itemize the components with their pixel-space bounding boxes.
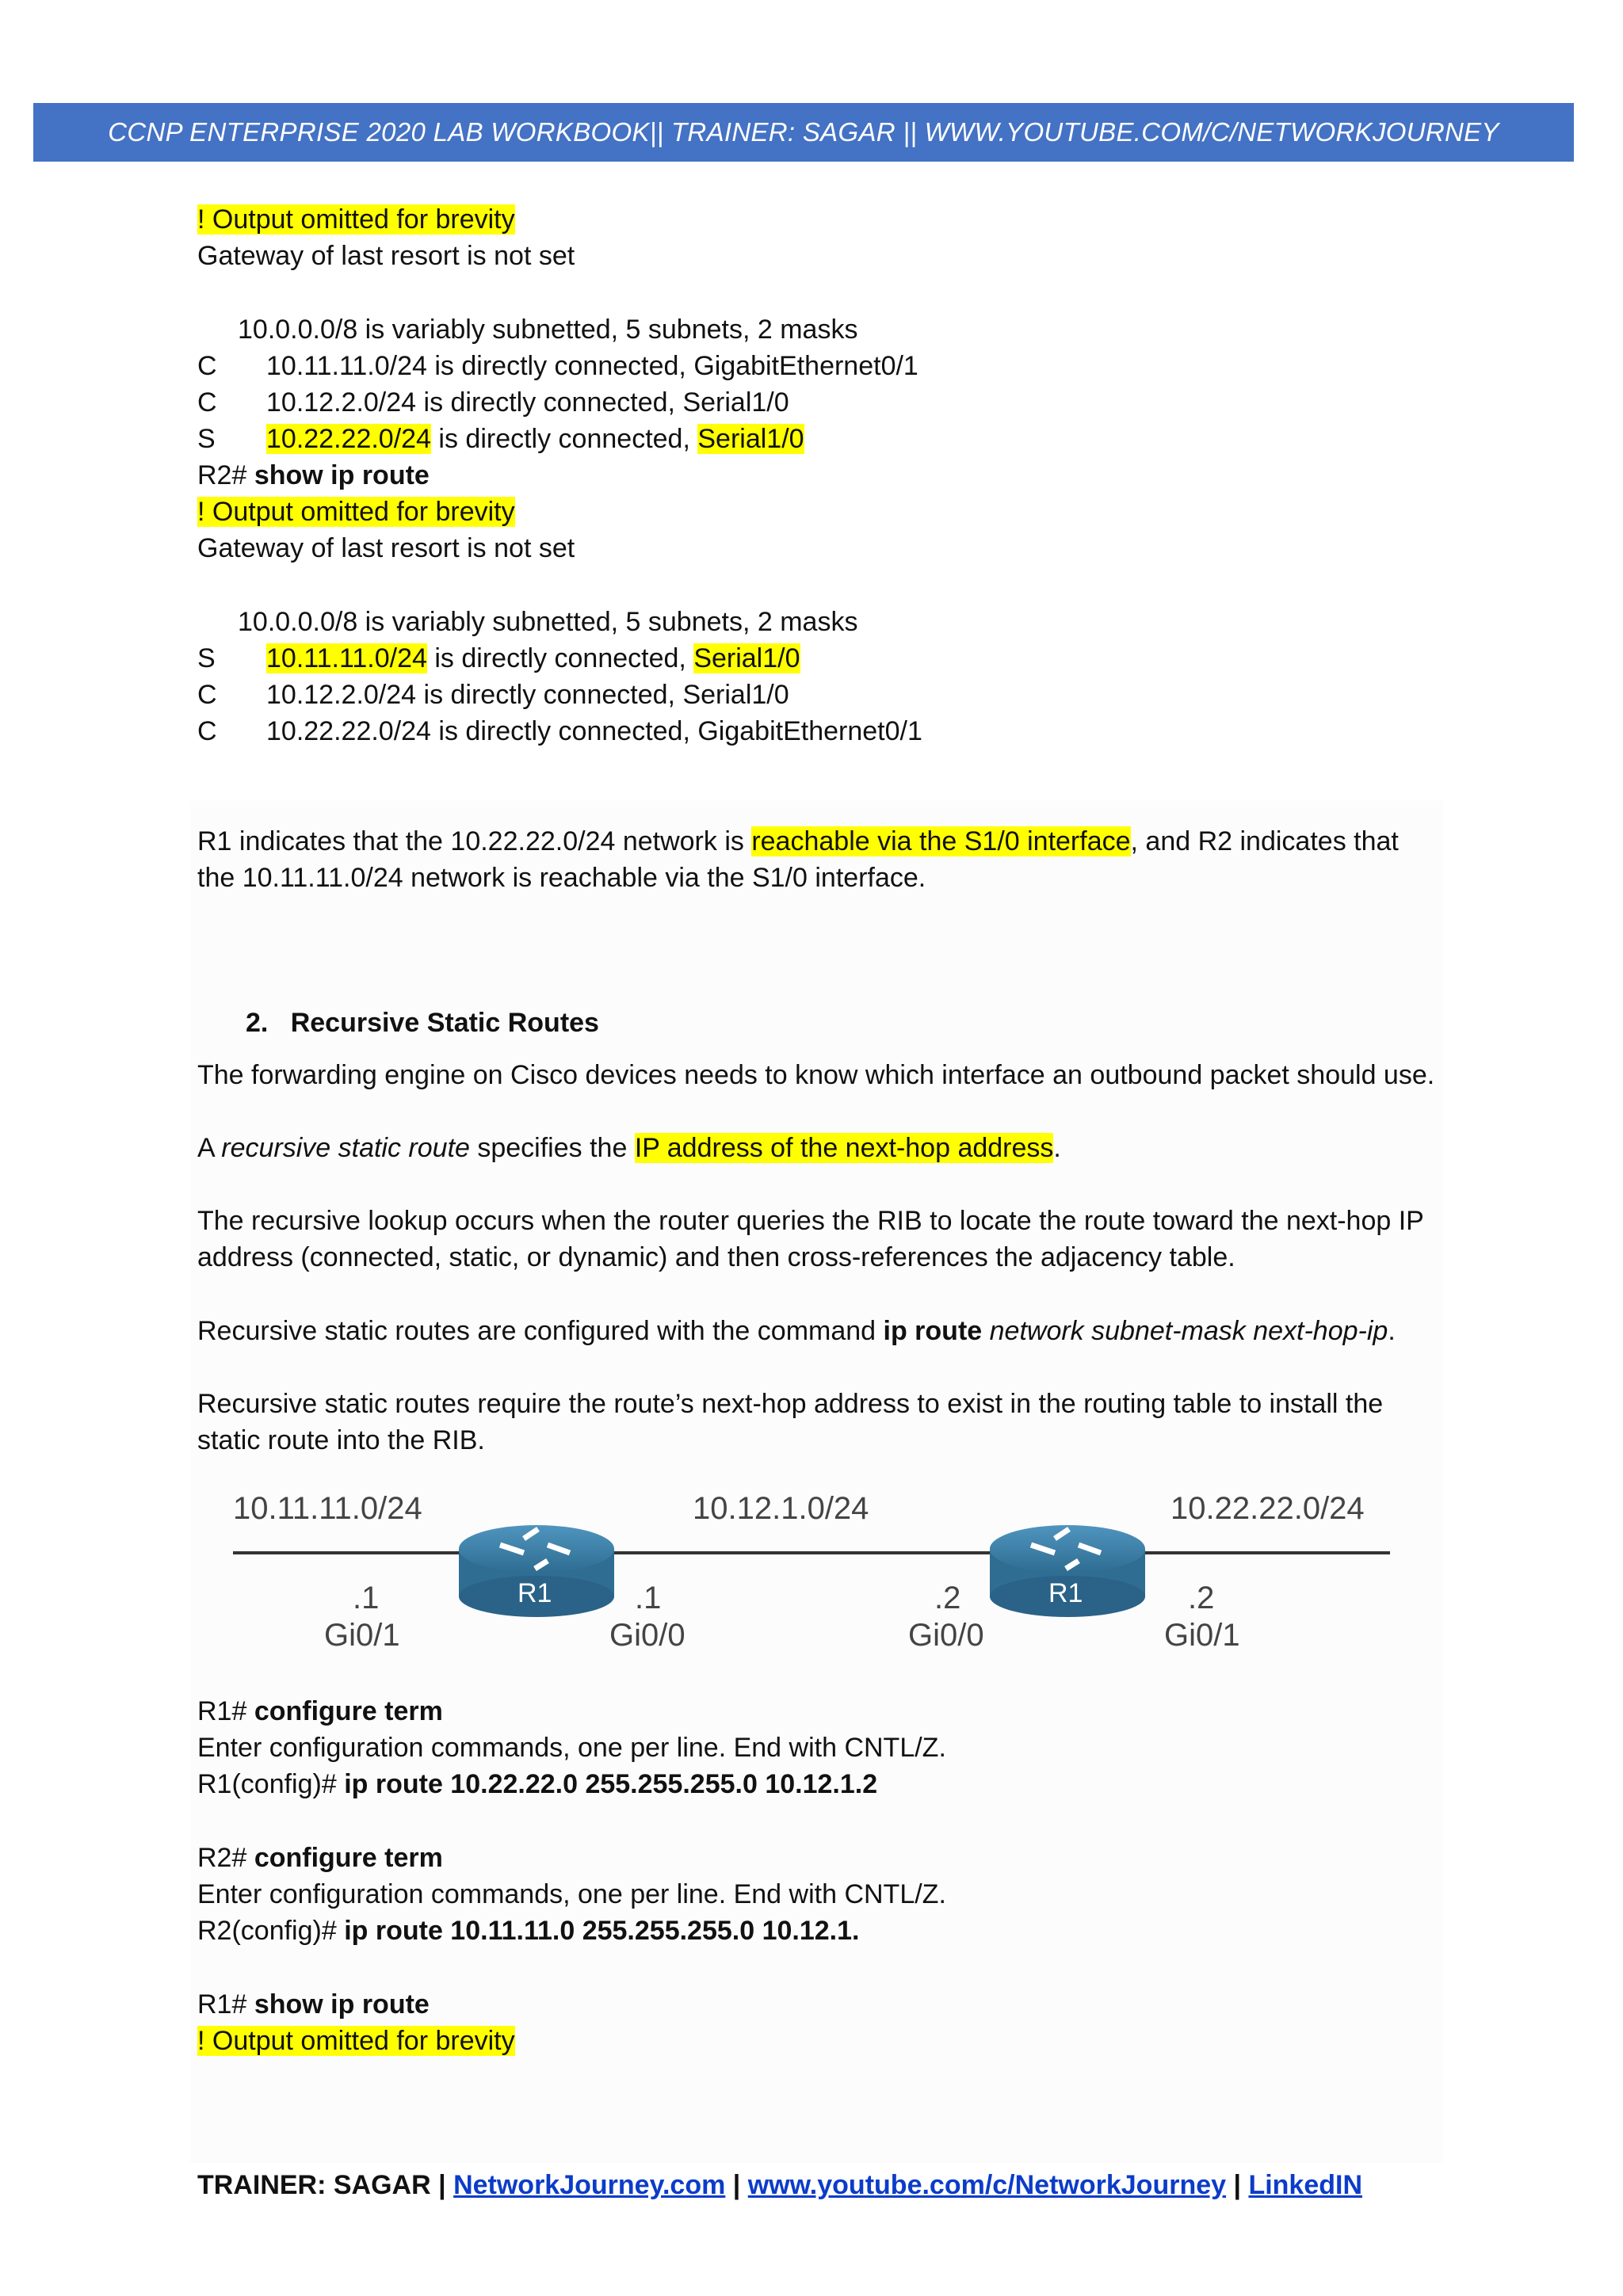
paragraph: Recursive static routes require the route’s next-hop address to exist in the routing table to install the static route into the RIB. xyxy=(197,1389,1384,1455)
ip-label: .2 xyxy=(1188,1581,1215,1615)
networkjourney-link[interactable]: NetworkJourney.com xyxy=(453,2170,726,2200)
interface-label: Gi0/1 xyxy=(1164,1618,1240,1653)
command-line: R2# configure term xyxy=(197,1843,443,1873)
config-message: Enter configuration commands, one per line. End with CNTL/Z. xyxy=(197,1879,946,1909)
config-message: Enter configuration commands, one per line. End with CNTL/Z. xyxy=(197,1733,946,1763)
omitted-note: ! Output omitted for brevity xyxy=(197,497,515,527)
command-line: R1# configure term xyxy=(197,1696,443,1726)
interface-label: Gi0/1 xyxy=(324,1618,400,1653)
command-line: R1(config)# ip route 10.22.22.0 255.255.255.0 10.12.1.2 xyxy=(197,1769,878,1799)
ip-label: .2 xyxy=(934,1581,961,1615)
youtube-link[interactable]: www.youtube.com/c/NetworkJourney xyxy=(747,2170,1227,2200)
gateway-line: Gateway of last resort is not set xyxy=(197,241,575,271)
command-line: R2(config)# ip route 10.11.11.0 255.255.255.0 10.12.1. xyxy=(197,1916,860,1946)
right-network-label: 10.22.22.0/24 xyxy=(1170,1491,1365,1526)
subnet-summary: 10.0.0.0/8 is variably subnetted, 5 subnets, 2 masks xyxy=(238,607,858,637)
middle-network-label: 10.12.1.0/24 xyxy=(693,1491,869,1526)
gateway-line: Gateway of last resort is not set xyxy=(197,533,575,563)
page-header xyxy=(33,103,1574,162)
omitted-note: ! Output omitted for brevity xyxy=(197,204,515,235)
omitted-note: ! Output omitted for brevity xyxy=(197,2026,515,2056)
interface-label: Gi0/0 xyxy=(908,1618,984,1653)
left-network-label: 10.11.11.0/24 xyxy=(233,1491,422,1526)
topology-svg xyxy=(197,1482,1410,1668)
ip-label: .1 xyxy=(635,1581,662,1615)
header-title: CCNP ENTERPRISE 2020 LAB WORKBOOK|| TRAINER: SAGAR || WWW.YOUTUBE.COM/C/NETWORKJOURNEY xyxy=(108,117,1499,147)
network-diagram xyxy=(197,1482,1410,1668)
ip-label: .1 xyxy=(353,1581,380,1615)
paragraph: The recursive lookup occurs when the router queries the RIB to locate the route toward the next-hop IP address (connected, static, or dynamic) and then cross-references the adjacency table. xyxy=(197,1206,1424,1272)
footer-trainer: TRAINER: SAGAR | xyxy=(197,2170,454,2200)
linkedin-link[interactable]: LinkedIN xyxy=(1248,2170,1363,2200)
router-icon xyxy=(459,1525,614,1617)
interface-label: Gi0/0 xyxy=(609,1618,685,1653)
router-label: R1 xyxy=(517,1578,552,1608)
paragraph: The forwarding engine on Cisco devices needs to know which interface an outbound packet should use. xyxy=(197,1060,1435,1090)
paragraph: A recursive static route specifies the IP address of the next-hop address. xyxy=(197,1133,1061,1163)
command-line: R1# show ip route xyxy=(197,1989,430,2019)
router-label: R1 xyxy=(1048,1578,1083,1608)
command-line: R2# show ip route xyxy=(197,460,430,490)
page-footer: TRAINER: SAGAR | NetworkJourney.com | www.youtube.com/c/NetworkJourney | LinkedIN xyxy=(197,2170,1363,2200)
section-heading: 2. Recursive Static Routes xyxy=(246,1008,599,1038)
subnet-summary: 10.0.0.0/8 is variably subnetted, 5 subnets, 2 masks xyxy=(238,315,858,345)
router-icon xyxy=(990,1525,1145,1617)
paragraph: Recursive static routes are configured with the command ip route network subnet-mask next-hop-ip. xyxy=(197,1316,1396,1346)
explanation-paragraph: R1 indicates that the 10.22.22.0/24 network is reachable via the S1/0 interface, and R2 indicates that the 10.11.11.0/24 network is reachable via the S1/0 interface. xyxy=(197,826,1399,893)
